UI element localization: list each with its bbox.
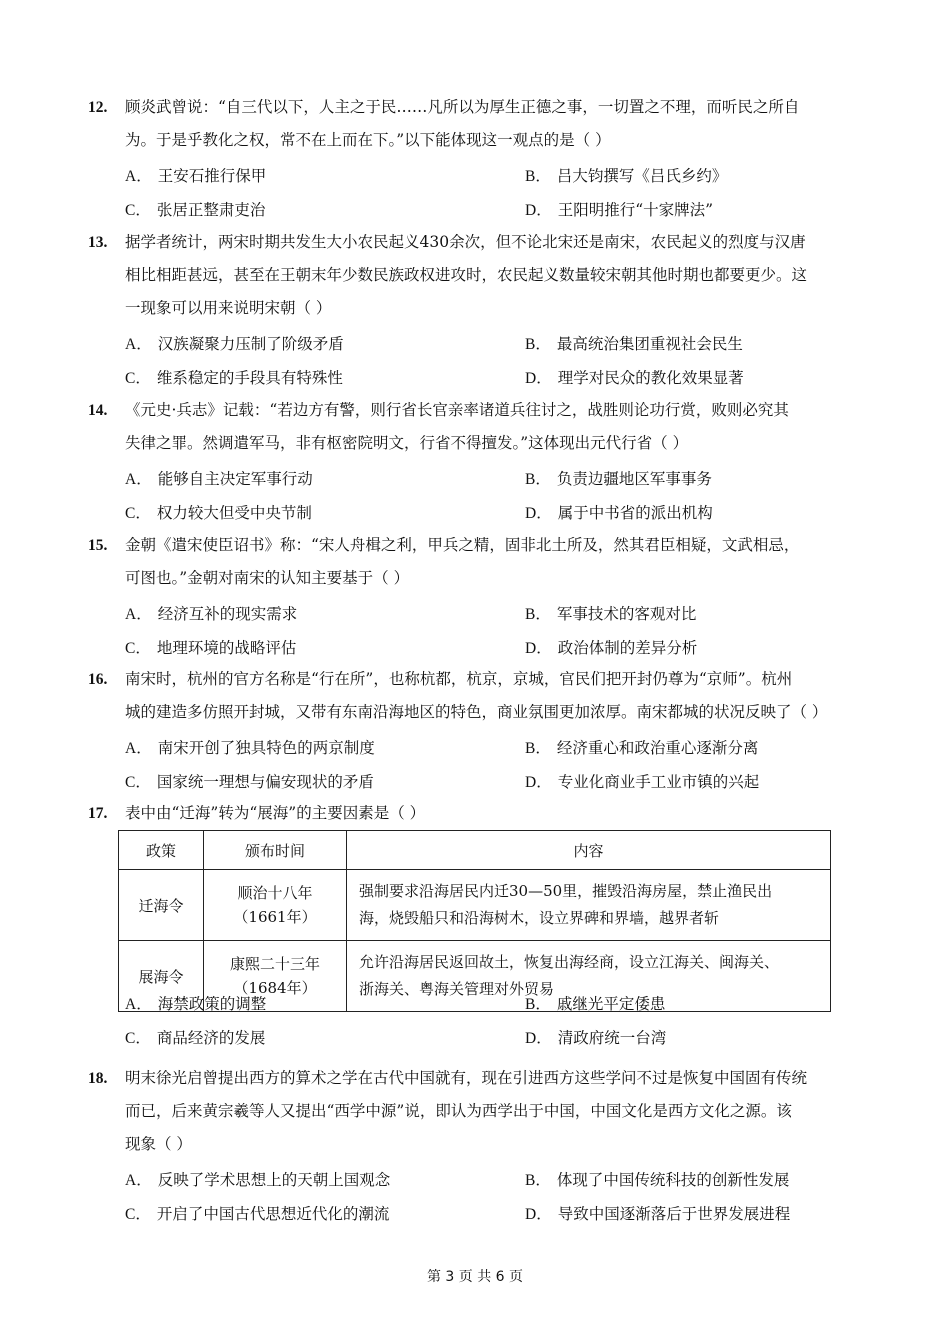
options xyxy=(88,325,863,393)
table-header: 内容 xyxy=(347,831,831,870)
option-letter: B． xyxy=(525,740,551,757)
option-letter: B． xyxy=(525,168,551,185)
stem-line: 城的建造多仿照开封城，又带有东南沿海地区的特色，商业氛围更加浓厚。南宋都城的状况反映了（ ） xyxy=(125,703,828,721)
option-letter: B． xyxy=(525,471,551,488)
option-letter: B． xyxy=(525,606,551,623)
page-footer: 第 3 页 共 6 页 xyxy=(426,1269,524,1285)
option-letter: D． xyxy=(525,774,552,791)
content-line: 海，烧毁船只和沿海树木，设立界碑和界墙，越界者斩 xyxy=(359,909,720,927)
stem-line: 明末徐光启曾提出西方的算术之学在古代中国就有，现在引进西方这些学问不过是恢复中国固有传统 xyxy=(125,1069,808,1087)
option-text: 军事技术的客观对比 xyxy=(556,605,697,623)
option-letter: C． xyxy=(125,640,151,657)
stem-line: 《元史·兵志》记载：“若边方有警，则行省长官亲率诸道兵往讨之，战胜则论功行赏，败则必究其 xyxy=(125,401,789,419)
question-stem xyxy=(88,529,863,595)
option-text: 海禁政策的调整 xyxy=(157,995,267,1013)
option-letter: D． xyxy=(525,370,552,387)
option-a[interactable] xyxy=(125,993,266,1016)
stem-line: 而已，后来黄宗羲等人又提出“西学中源”说，即认为西学出于中国，中国文化是西方文化之源。该 xyxy=(125,1102,792,1120)
stem-line: 南宋时，杭州的官方名称是“行在所”，也称杭都，杭京，京城，官民们把开封仍尊为“京师”。杭州 xyxy=(125,670,793,688)
stem-line: 现象（ ） xyxy=(125,1135,192,1153)
question-17-options xyxy=(88,993,863,1053)
option-b[interactable] xyxy=(525,1169,789,1192)
option-d[interactable] xyxy=(525,502,713,525)
question-18 xyxy=(88,1062,863,1229)
option-c[interactable] xyxy=(125,771,374,794)
option-letter: A． xyxy=(125,471,152,488)
content-line: 强制要求沿海居民内迁30—50里，摧毁沿海房屋，禁止渔民出 xyxy=(359,882,773,900)
question-stem xyxy=(88,226,863,325)
option-c[interactable] xyxy=(125,502,312,525)
content-cell xyxy=(347,870,831,941)
option-letter: A． xyxy=(125,168,152,185)
option-text: 权力较大但受中央节制 xyxy=(156,504,312,522)
stem-line: 金朝《遣宋使臣诏书》称：“宋人舟楫之利，甲兵之精，固非北土所及，然其君臣相疑，文武相忌， xyxy=(125,536,800,554)
question-number: 13. xyxy=(88,234,108,251)
stem-line: 相比相距甚远，甚至在王朝末年少数民族政权进攻时，农民起义数量较宋朝其他时期也都要更少。这 xyxy=(125,266,808,284)
option-text: 理学对民众的教化效果显著 xyxy=(557,369,744,387)
option-letter: C． xyxy=(125,1030,151,1047)
option-text: 南宋开创了独具特色的两京制度 xyxy=(157,739,375,757)
option-text: 王安石推行保甲 xyxy=(157,167,267,185)
option-letter: D． xyxy=(525,640,552,657)
option-text: 体现了中国传统科技的创新性发展 xyxy=(556,1171,790,1189)
time-line: （1661年） xyxy=(233,908,317,926)
option-b[interactable] xyxy=(525,468,712,491)
option-letter: A． xyxy=(125,336,152,353)
question-16 xyxy=(88,663,863,797)
question-number: 14. xyxy=(88,402,108,419)
option-c[interactable] xyxy=(125,199,265,222)
question-number: 17. xyxy=(88,805,108,822)
policy-cell: 展海令 xyxy=(119,941,204,1012)
options xyxy=(88,1161,863,1229)
content-line: 浙海关、粤海关管理对外贸易 xyxy=(359,980,555,998)
option-text: 经济重心和政治重心逐渐分离 xyxy=(556,739,759,757)
option-text: 汉族凝聚力压制了阶级矛盾 xyxy=(157,335,344,353)
option-c[interactable] xyxy=(125,637,296,660)
option-text: 地理环境的战略评估 xyxy=(156,639,297,657)
option-a[interactable] xyxy=(125,603,297,626)
option-text: 国家统一理想与偏安现状的矛盾 xyxy=(156,773,374,791)
option-d[interactable] xyxy=(525,367,744,390)
stem-line: 顾炎武曾说：“自三代以下，人主之于民……凡所以为厚生正德之事，一切置之不理，而听民之所自 xyxy=(125,98,800,116)
option-a[interactable] xyxy=(125,468,313,491)
option-text: 专业化商业手工业市镇的兴起 xyxy=(557,773,760,791)
option-text: 导致中国逐渐落后于世界发展进程 xyxy=(557,1205,791,1223)
question-12 xyxy=(88,91,863,225)
option-a[interactable] xyxy=(125,737,375,760)
option-letter: B． xyxy=(525,336,551,353)
question-number: 16. xyxy=(88,671,108,688)
question-number: 12. xyxy=(88,99,108,116)
option-letter: A． xyxy=(125,1172,152,1189)
question-15 xyxy=(88,529,863,663)
option-letter: C． xyxy=(125,370,151,387)
time-line: 顺治十八年 xyxy=(237,884,313,902)
options xyxy=(88,729,863,797)
stem-line: 表中由“迁海”转为“展海”的主要因素是（ ） xyxy=(125,804,426,822)
options xyxy=(88,460,863,528)
option-letter: A． xyxy=(125,996,152,1013)
time-cell xyxy=(204,870,347,941)
option-d[interactable] xyxy=(525,771,759,794)
options xyxy=(88,595,863,663)
stem-line: 失律之罪。然调遣军马，非有枢密院明文，行省不得擅发。”这体现出元代行省（ ） xyxy=(125,434,689,452)
table-row xyxy=(119,870,831,941)
option-text: 反映了学术思想上的天朝上国观念 xyxy=(157,1171,391,1189)
question-17 xyxy=(88,797,863,830)
option-letter: C． xyxy=(125,505,151,522)
table-header: 颁布时间 xyxy=(204,831,347,870)
option-letter: B． xyxy=(525,1172,551,1189)
time-line: （1684年） xyxy=(233,979,317,997)
options xyxy=(88,157,863,225)
option-text: 张居正整肃吏治 xyxy=(156,201,266,219)
option-text: 能够自主决定军事行动 xyxy=(157,470,313,488)
option-letter: D． xyxy=(525,505,552,522)
option-text: 属于中书省的派出机构 xyxy=(557,504,713,522)
content-line: 允许沿海居民返回故土，恢复出海经商，设立江海关、闽海关、 xyxy=(359,953,780,971)
option-d[interactable] xyxy=(525,1203,790,1226)
option-letter: A． xyxy=(125,606,152,623)
question-stem xyxy=(88,797,863,830)
option-d[interactable] xyxy=(525,637,697,660)
option-a[interactable] xyxy=(125,165,266,188)
stem-line: 可图也。”金朝对南宋的认知主要基于（ ） xyxy=(125,569,410,587)
question-stem xyxy=(88,663,863,729)
option-text: 清政府统一台湾 xyxy=(557,1029,667,1047)
stem-line: 据学者统计，两宋时期共发生大小农民起义430余次，但不论北宋还是南宋，农民起义的烈度与汉唐 xyxy=(125,233,806,251)
option-text: 经济互补的现实需求 xyxy=(157,605,298,623)
option-text: 负责边疆地区军事事务 xyxy=(556,470,712,488)
option-letter: A． xyxy=(125,740,152,757)
table-header: 政策 xyxy=(119,831,204,870)
policy-cell: 迁海令 xyxy=(119,870,204,941)
option-b[interactable] xyxy=(525,165,727,188)
question-number: 18. xyxy=(88,1070,108,1087)
option-letter: C． xyxy=(125,202,151,219)
option-text: 维系稳定的手段具有特殊性 xyxy=(156,369,343,387)
option-text: 商品经济的发展 xyxy=(156,1029,266,1047)
options xyxy=(88,985,863,1053)
option-c[interactable] xyxy=(125,1203,389,1226)
option-b[interactable] xyxy=(525,333,743,356)
option-d[interactable] xyxy=(525,199,713,222)
table-header-row xyxy=(119,831,831,870)
option-c[interactable] xyxy=(125,1027,265,1050)
option-d[interactable] xyxy=(525,1027,666,1050)
option-text: 吕大钧撰写《吕氏乡约》 xyxy=(556,167,728,185)
stem-line: 为。于是乎教化之权，常不在上而在下。”以下能体现这一观点的是（ ） xyxy=(125,131,611,149)
option-letter: B． xyxy=(525,996,551,1013)
option-b[interactable] xyxy=(525,603,696,626)
question-stem xyxy=(88,394,863,460)
option-text: 戚继光平定倭患 xyxy=(556,995,666,1013)
question-stem xyxy=(88,91,863,157)
option-c[interactable] xyxy=(125,367,343,390)
option-text: 政治体制的差异分析 xyxy=(557,639,698,657)
option-b[interactable] xyxy=(525,737,758,760)
option-text: 开启了中国古代思想近代化的潮流 xyxy=(156,1205,390,1223)
option-a[interactable] xyxy=(125,333,344,356)
time-line: 康熙二十三年 xyxy=(229,955,320,973)
option-letter: D． xyxy=(525,202,552,219)
question-stem xyxy=(88,1062,863,1161)
option-text: 最高统治集团重视社会民生 xyxy=(556,335,743,353)
question-number: 15. xyxy=(88,537,108,554)
question-13 xyxy=(88,226,863,393)
option-letter: C． xyxy=(125,1206,151,1223)
question-14 xyxy=(88,394,863,528)
option-b[interactable] xyxy=(525,993,665,1016)
option-a[interactable] xyxy=(125,1169,390,1192)
stem-line: 一现象可以用来说明宋朝（ ） xyxy=(125,299,332,317)
option-text: 王阳明推行“十家牌法” xyxy=(557,201,714,219)
option-letter: D． xyxy=(525,1206,552,1223)
option-letter: D． xyxy=(525,1030,552,1047)
option-letter: C． xyxy=(125,774,151,791)
